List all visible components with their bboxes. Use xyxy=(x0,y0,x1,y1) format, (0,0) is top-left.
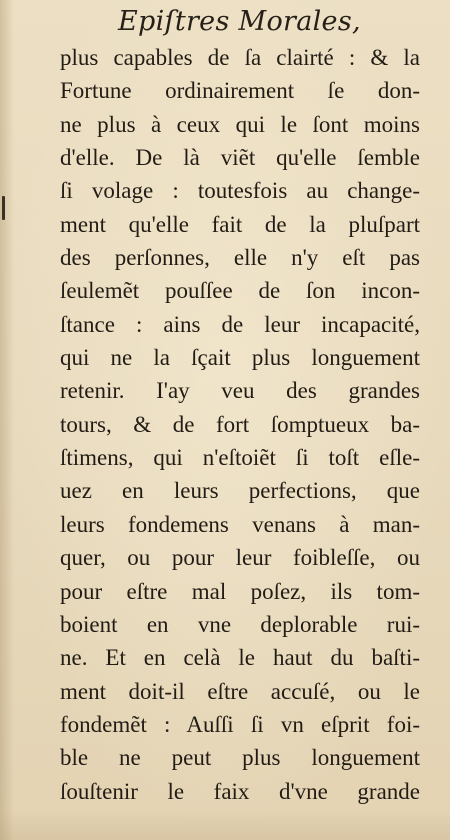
text-line: d'elle. De là viẽt qu'elle ſemble xyxy=(60,145,420,171)
margin-mark xyxy=(2,196,5,220)
text-line: ſeulemẽt pouſſee de ſon incon- xyxy=(60,278,420,304)
text-line: des perſonnes, elle n'y eſt pas xyxy=(60,245,420,271)
text-line: leurs fondemens venans à man- xyxy=(60,511,420,537)
text-line: qui ne la ſçait plus longuement xyxy=(60,345,420,371)
text-line: ſi volage : toutesfois au change- xyxy=(60,178,420,204)
text-line: ſtance : ains de leur incapacité, xyxy=(60,311,420,337)
text-line: ble ne peut plus longuement xyxy=(60,745,420,771)
text-line: ſouſtenir le faix d'vne grande xyxy=(60,778,420,804)
text-line: quer, ou pour leur foibleſſe, ou xyxy=(60,545,420,571)
text-line: fondemẽt : Auſſi ſi vn eſprit foi- xyxy=(60,711,420,737)
text-line: pour eſtre mal poſez, ils tom- xyxy=(60,578,420,604)
text-line: Fortune ordinairement ſe don- xyxy=(60,78,420,104)
running-head: Epiſtres Morales, xyxy=(118,6,361,37)
body-text xyxy=(60,41,420,808)
text-line: boient en vne deplorable rui- xyxy=(60,611,420,637)
text-line: ment qu'elle fait de la pluſpart xyxy=(60,211,420,237)
text-line: tours, & de fort ſomptueux ba- xyxy=(60,411,420,437)
text-line: uez en leurs perfections, que xyxy=(60,478,420,504)
text-line: retenir. I'ay veu des grandes xyxy=(60,378,420,404)
text-line: ſtimens, qui n'eſtoiẽt ſi toſt eſle- xyxy=(60,445,420,471)
text-line: ne. Et en celà le haut du baſti- xyxy=(60,645,420,671)
text-line: ne plus à ceux qui le ſont moins xyxy=(60,111,420,137)
text-line: ment doit-il eſtre accuſé, ou le xyxy=(60,678,420,704)
text-line: plus capables de ſa clairté : & la xyxy=(60,45,420,70)
